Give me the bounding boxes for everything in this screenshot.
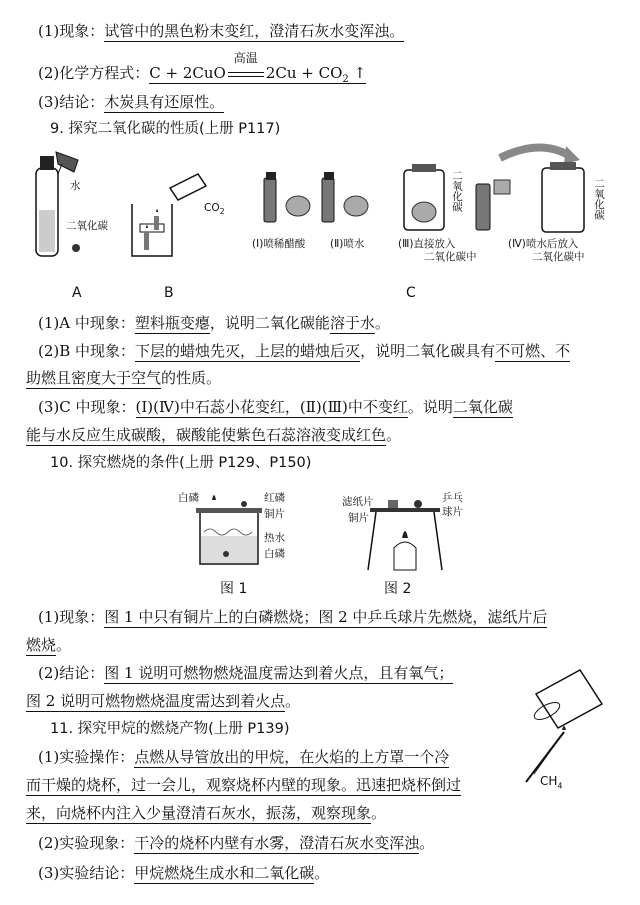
conclusion-line [38, 91, 626, 113]
pingpong-label-2: 球片 [442, 506, 463, 518]
co2-label-a: 二氧化碳 [66, 220, 108, 232]
figure-2-caption: 图 2 [384, 581, 412, 597]
answer-10-1: (1)现象：图 1 中只有铜片上的白磷燃烧；图 2 中乒乓球片先燃烧，滤纸片后 [38, 608, 548, 626]
answer-9-3: (3)C 中现象：(Ⅰ)(Ⅳ)中石蕊小花变红，(Ⅱ)(Ⅲ)中不变红。说明二氧化碳 [38, 398, 513, 416]
answer-11-1-cont-1: 而干燥的烧杯，过一会儿，观察烧杯内壁的现象。迅速把烧杯倒过 [26, 776, 462, 794]
figure-label-b: B [164, 285, 174, 301]
white-phosphorus-label: 白磷 [178, 492, 199, 504]
c-label-1: (Ⅰ)喷稀醋酸 [252, 238, 306, 250]
hot-water-label: 热水 [264, 532, 285, 544]
observation-line-1 [38, 20, 626, 42]
copper-label: 铜片 [264, 508, 285, 520]
reactants: C + 2CuO [149, 64, 226, 82]
figure-b-beaker [132, 168, 212, 260]
equation-line [38, 51, 626, 91]
c-label-4b: 二氧化碳中 [532, 251, 585, 263]
subscript: 2 [342, 74, 349, 85]
section-11-title: 11. 探究甲烷的燃烧产物(上册 P139) [50, 721, 290, 737]
answer: 木炭具有还原性。 [104, 93, 225, 111]
c-label-2: (Ⅱ)喷水 [330, 238, 365, 250]
answer-10-2: (2)结论：图 1 说明可燃物燃烧温度需达到着火点，且有氧气； [38, 664, 454, 682]
pingpong-label-1: 乒乓 [442, 492, 463, 504]
co2-label-b: $CO_2$ [204, 202, 225, 217]
red-phosphorus-label: 红磷 [264, 492, 285, 504]
condition-arrow [226, 51, 266, 84]
figure-2-tripod [368, 490, 448, 574]
answer-10-1-cont: 燃烧。 [26, 636, 72, 654]
c-label-3a: (Ⅲ)直接放入 [398, 238, 456, 250]
products: 2Cu + CO [265, 64, 343, 82]
white-phosphorus-label-2: 白磷 [264, 548, 285, 560]
answer-11-1-cont-2: 来，向烧杯内注入少量澄清石灰水，振荡，观察现象。 [26, 804, 387, 822]
answer-11-2: (2)实验现象：干冷的烧杯内壁有水雾，澄清石灰水变浑浊。 [38, 834, 435, 852]
answer: 试管中的黑色粉末变红，澄清石灰水变浑浊。 [104, 22, 405, 40]
answer-9-1: (1)A 中现象：塑料瓶变瘪，说明二氧化碳能溶于水。 [38, 314, 390, 332]
ch4-label: $CH_4$ [540, 774, 563, 791]
answer-9-2-cont: 助燃且密度大于空气的性质。 [26, 369, 222, 387]
equation [149, 51, 367, 85]
figure-c-jar-4 [470, 140, 610, 240]
figure-1-caption: 图 1 [220, 581, 248, 597]
gas-arrow: ↑ [353, 64, 367, 82]
c-label-3b: 二氧化碳中 [424, 251, 477, 263]
c-label-4a: (Ⅳ)喷水后放入 [508, 238, 579, 250]
answer-9-3-cont: 能与水反应生成碳酸，碳酸能使紫色石蕊溶液变成红色。 [26, 426, 402, 444]
answer-11-1: (1)实验操作：点燃从导管放出的甲烷，在火焰的上方罩一个冷 [38, 748, 450, 766]
label: (3)结论： [38, 93, 105, 111]
label: (2)化学方程式： [38, 64, 150, 82]
figure-c-sprayers [258, 170, 378, 230]
section-10-title: 10. 探究燃烧的条件(上册 P129、P150) [50, 455, 312, 471]
label: (1)现象： [38, 22, 105, 40]
jar-4-text: 二氧化碳 [593, 178, 605, 220]
water-label: 水 [70, 180, 81, 192]
answer-10-2-cont: 图 2 说明可燃物燃烧温度需达到着火点。 [26, 692, 301, 710]
answer-11-3: (3)实验结论：甲烷燃烧生成水和二氧化碳。 [38, 864, 330, 882]
section-9-title: 9. 探究二氧化碳的性质(上册 P117) [50, 121, 281, 137]
copper-label-2: 铜片 [348, 512, 369, 524]
condition: 高温 [233, 51, 258, 65]
filter-paper-label: 滤纸片 [342, 496, 374, 508]
figure-a-bottle [22, 150, 92, 260]
figure-label-a: A [72, 285, 82, 301]
jar-3-text: 二氧化碳 [451, 170, 463, 212]
figure-label-c: C [406, 285, 416, 301]
answer-9-2: (2)B 中现象：下层的蜡烛先灭，上层的蜡烛后灭，说明二氧化碳具有不可燃、不 [38, 342, 571, 360]
